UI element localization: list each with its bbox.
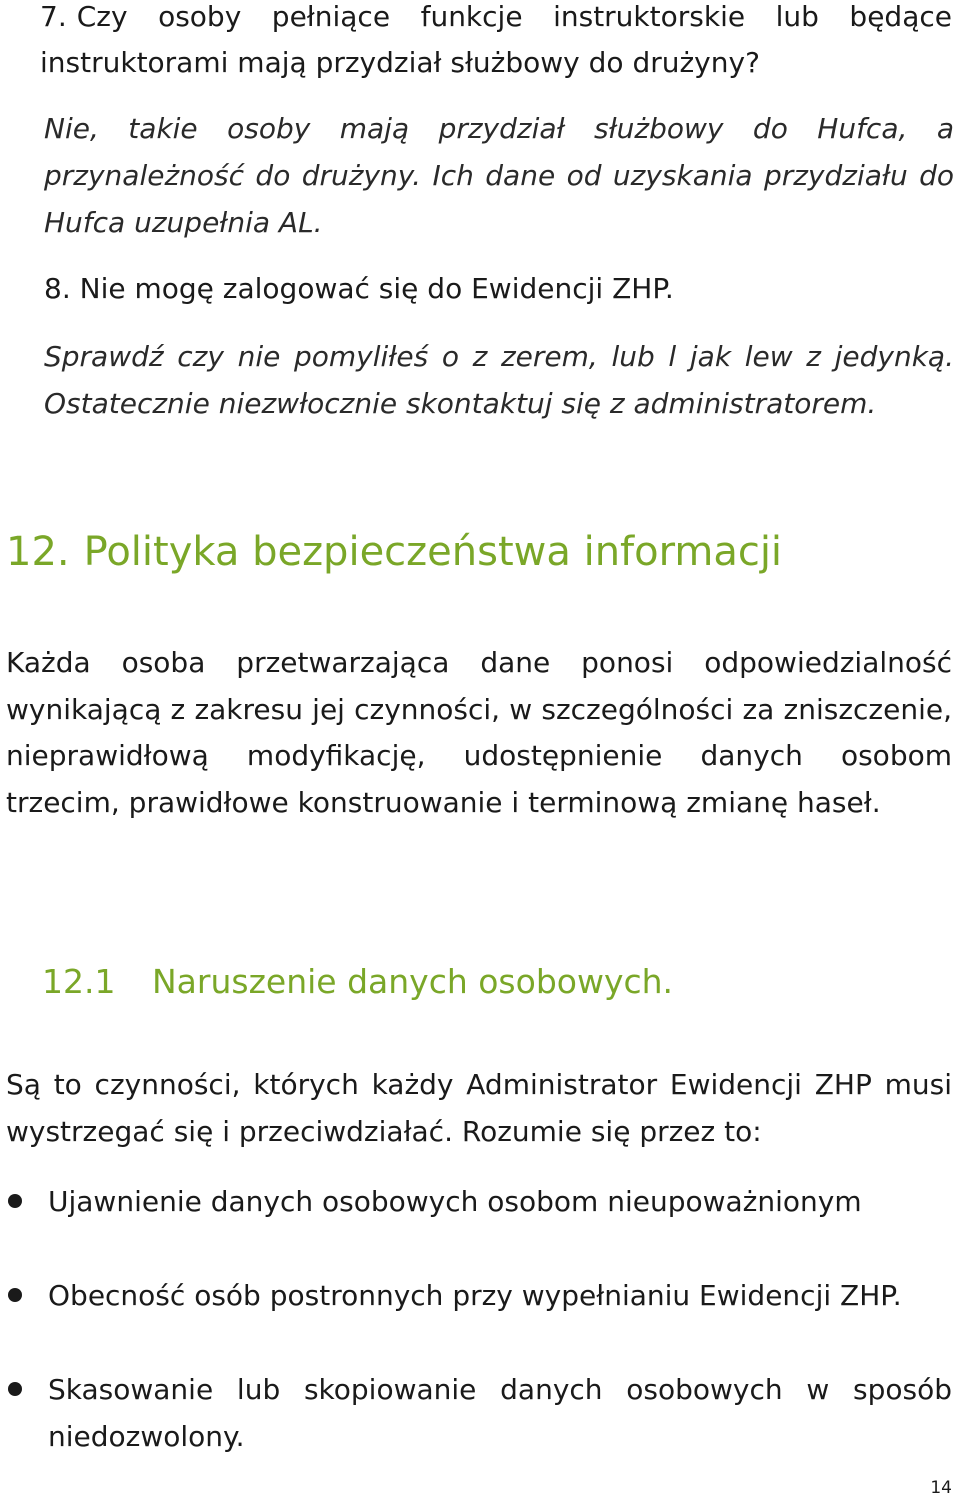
section-12-heading	[6, 524, 946, 580]
violation-list	[0, 1178, 960, 1460]
faq-answer-8: Sprawdź czy nie pomyliłeś o z zerem, lub l jak lew z jedynką. Ostatecznie niezwłocznie skontaktuj się z administratorem.	[44, 340, 954, 420]
page-number: 14	[930, 1478, 952, 1498]
faq-question-text: Nie mogę zalogować się do Ewidencji ZHP.	[79, 272, 674, 305]
list-item-text: Obecność osób postronnych przy wypełnianiu Ewidencji ZHP.	[48, 1279, 902, 1312]
faq-question-7	[40, 0, 952, 86]
faq-question-number: 8.	[44, 272, 71, 305]
list-item	[0, 1272, 952, 1366]
section-title: Polityka bezpieczeństwa informacji	[83, 529, 783, 575]
faq-question-text: Czy osoby pełniące funkcje instruktorskie lub będące instruktorami mają przydział służbowy do drużyny?	[40, 0, 952, 79]
list-item-text: Skasowanie lub skopiowanie danych osobowych w sposób niedozwolony.	[48, 1373, 952, 1453]
bullet-icon	[8, 1194, 22, 1208]
faq-question-number: 7.	[40, 0, 67, 33]
bullet-icon	[8, 1288, 22, 1302]
faq-answer-7: Nie, takie osoby mają przydział służbowy do Hufca, a przynależność do drużyny. Ich dane od uzyskania przydziału do Hufca uzupełnia AL.	[44, 112, 954, 239]
faq-question-8	[44, 266, 954, 312]
section-title: Naruszenie danych osobowych.	[152, 962, 674, 1001]
bullet-icon	[8, 1382, 22, 1396]
section-12-1-heading	[42, 958, 673, 1006]
section-number: 12.	[6, 529, 70, 575]
section-12-paragraph: Każda osoba przetwarzająca dane ponosi odpowiedzialność wynikającą z zakresu jej czynności, w szczególności za zniszczenie, nieprawidłową modyfikację, udostępnienie danych osobom trzecim, prawidłowe konstruowanie i terminową zmianę haseł.	[6, 646, 952, 819]
list-item	[0, 1366, 952, 1460]
list-item	[0, 1178, 952, 1272]
section-12-1-paragraph: Są to czynności, których każdy Administrator Ewidencji ZHP musi wystrzegać się i przeciwdziałać. Rozumie się przez to:	[6, 1068, 952, 1148]
list-item-text: Ujawnienie danych osobowych osobom nieupoważnionym	[48, 1185, 862, 1218]
section-number: 12.1	[42, 962, 116, 1001]
